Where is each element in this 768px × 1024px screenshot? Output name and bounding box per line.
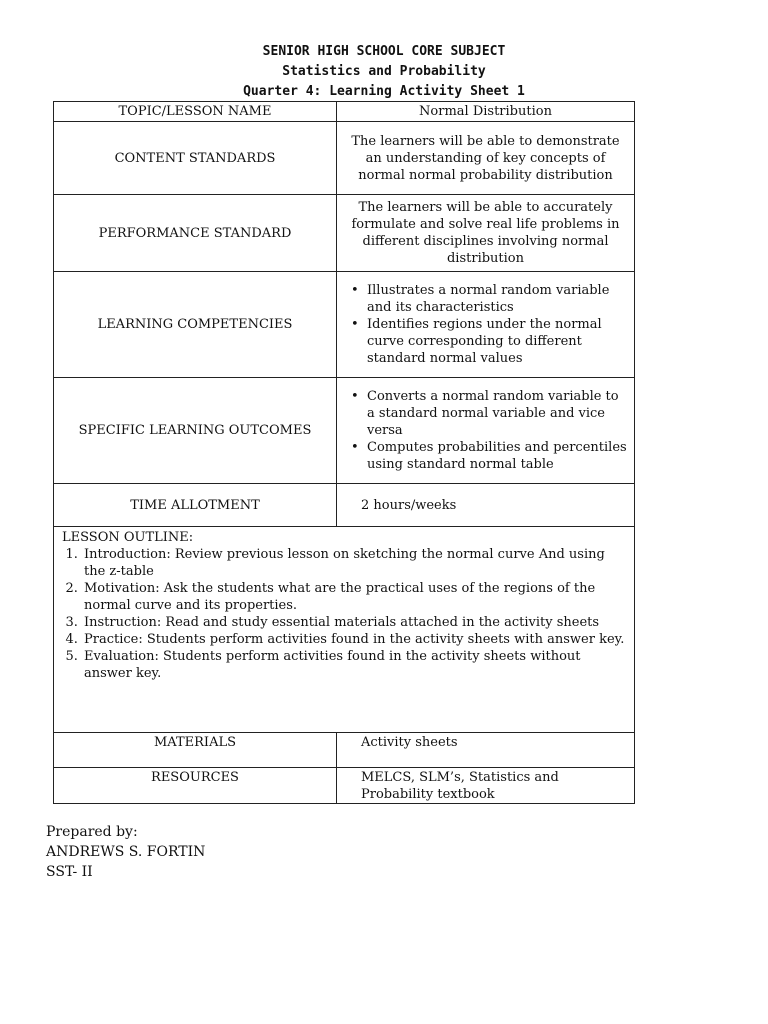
specific-outcomes-value [337,378,635,484]
subject-title: Statistics and Probability [282,64,486,79]
materials-label: MATERIALS [54,733,337,768]
learning-competencies-row [54,272,635,378]
specific-outcomes-row [54,378,635,484]
performance-standard-label: PERFORMANCE STANDARD [54,195,337,272]
list-item: 2. Motivation: Ask the students what are the practical uses of the regions of the normal curve and its properties. [82,580,626,614]
lesson-plan-table [53,101,635,804]
list-item: 3. Instruction: Read and study essential materials attached in the activity sheets [82,614,626,631]
materials-value: Activity sheets [337,733,635,768]
topic-label: TOPIC/LESSON NAME [54,102,337,122]
preparer-name: ANDREWS S. FORTIN [46,844,206,860]
content-standards-value: The learners will be able to demonstrate an understanding of key concepts of normal normal probability distribution [337,122,635,195]
time-allotment-value: 2 hours/weeks [337,484,635,527]
lesson-outline-title: LESSON OUTLINE: [62,530,194,545]
time-allotment-row [54,484,635,527]
performance-standard-value: The learners will be able to accurately formulate and solve real life problems in different disciplines involving normal distribution [337,195,635,272]
lesson-outline-list [62,546,626,682]
resources-label: RESOURCES [54,768,337,804]
learning-competencies-value [337,272,635,378]
content-standards-label: CONTENT STANDARDS [54,122,337,195]
list-item: • Converts a normal random variable to a standard normal variable and vice versa [359,388,628,439]
resources-row [54,768,635,804]
list-item: • Identifies regions under the normal curve corresponding to different standard normal values [359,316,628,367]
time-allotment-label: TIME ALLOTMENT [54,484,337,527]
content-standards-row [54,122,635,195]
list-item: 4. Practice: Students perform activities found in the activity sheets with answer key. [82,631,626,648]
lesson-outline-row [54,527,635,733]
list-item: • Computes probabilities and percentiles using standard normal table [359,439,628,473]
list-item: 5. Evaluation: Students perform activities found in the activity sheets without answer key. [82,648,626,682]
document-title: SENIOR HIGH SCHOOL CORE SUBJECT [262,44,506,59]
list-item: • Illustrates a normal random variable and its characteristics [359,282,628,316]
resources-value: MELCS, SLM’s, Statistics and Probability textbook [337,768,635,804]
performance-standard-row [54,195,635,272]
list-item: 1. Introduction: Review previous lesson on sketching the normal curve And using the z-table [82,546,626,580]
topic-row [54,102,635,122]
materials-row [54,733,635,768]
topic-value: Normal Distribution [337,102,635,122]
sheet-title: Quarter 4: Learning Activity Sheet 1 [243,84,525,99]
specific-outcomes-label: SPECIFIC LEARNING OUTCOMES [54,378,337,484]
preparer-position: SST- II [46,864,93,880]
learning-competencies-label: LEARNING COMPETENCIES [54,272,337,378]
competencies-list [343,282,628,367]
lesson-outline [54,527,635,733]
outcomes-list [343,388,628,473]
prepared-by-label: Prepared by: [46,824,138,840]
